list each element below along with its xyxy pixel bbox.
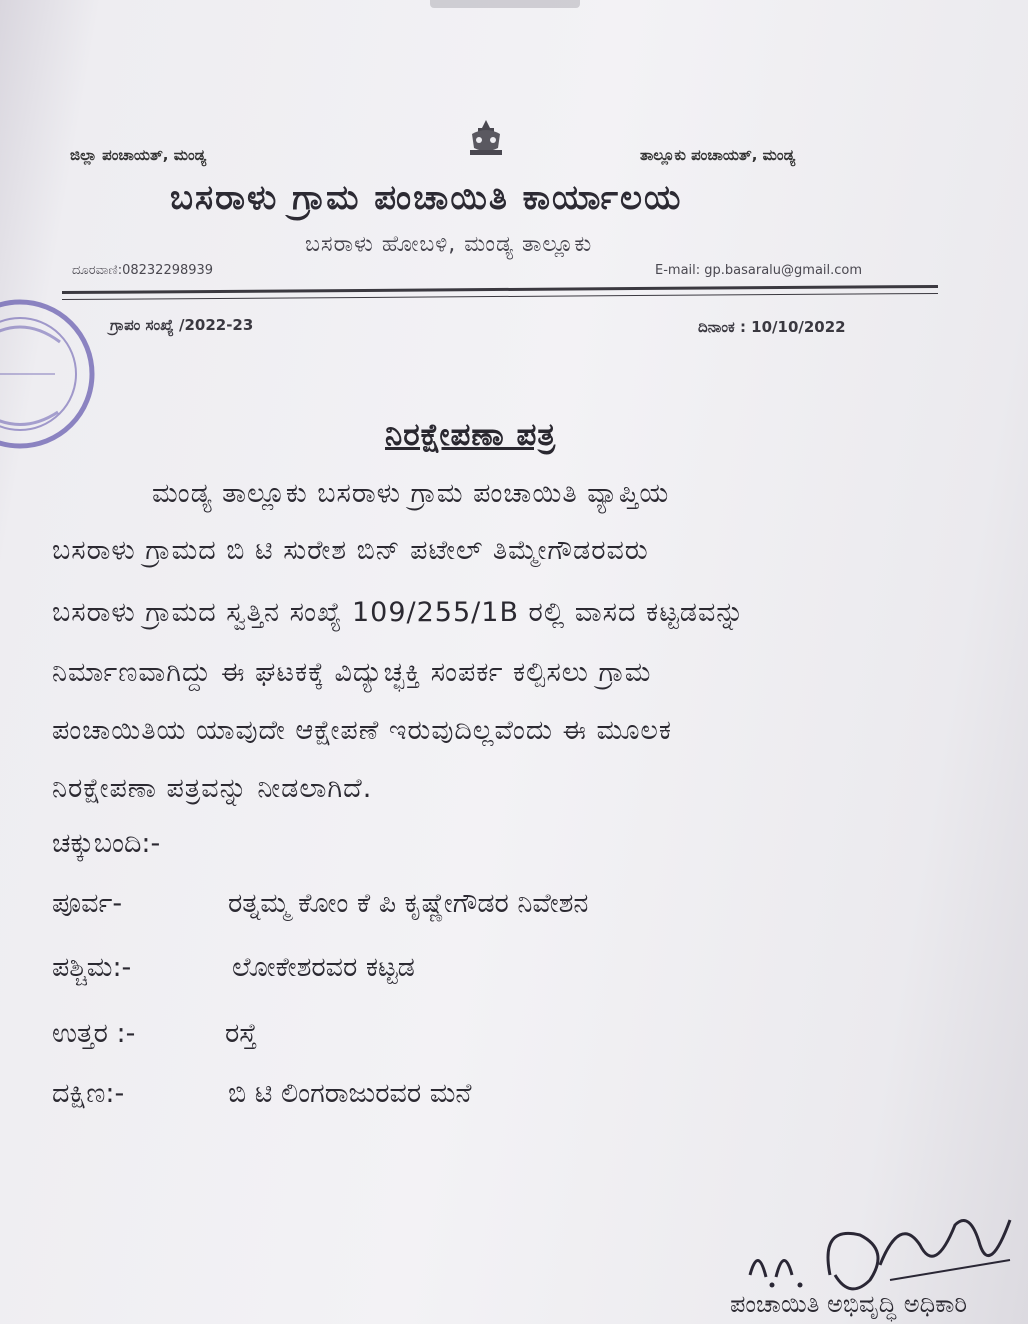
district-panchayat-label: ಜಿಲ್ಲಾ ಪಂಚಾಯತ್, ಮಂಡ್ಯ (70, 146, 207, 164)
boundary-value-east: ರತ್ನಮ್ಮ ಕೋಂ ಕೆ ಪಿ ಕೃಷ್ಣೇಗೌಡರ ನಿವೇಶನ (228, 888, 589, 919)
taluk-panchayat-label: ತಾಲ್ಲೂಕು ಪಂಚಾಯತ್, ಮಂಡ್ಯ (640, 146, 796, 164)
boundary-label-west: ಪಶ್ಚಿಮ:- (52, 952, 132, 983)
boundary-label-east: ಪೂರ್ವ- (52, 888, 123, 919)
body-line: ಪಂಚಾಯಿತಿಯ ಯಾವುದೇ ಆಕ್ಷೇಪಣೆ ಇರುವುದಿಲ್ಲವೆಂದು ಈ ಮೂಲಕ (52, 715, 673, 746)
boundary-value-north: ರಸ್ತೆ (225, 1018, 257, 1049)
boundary-label-north: ಉತ್ತರ :- (52, 1018, 136, 1049)
certificate-edge (430, 0, 580, 8)
office-stamp (0, 282, 100, 472)
body-line: ಮಂಡ್ಯ ತಾಲ್ಲೂಕು ಬಸರಾಳು ಗ್ರಾಮ ಪಂಚಾಯಿತಿ ವ್ಯಾಪ್ತಿಯ (152, 478, 670, 509)
state-emblem-icon (462, 118, 510, 160)
officer-designation: ಪಂಚಾಯಿತಿ ಅಭಿವೃದ್ಧಿ ಅಧಿಕಾರಿ (730, 1290, 968, 1318)
body-line: ಬಸರಾಳು ಗ್ರಾಮದ ಸ್ವತ್ತಿನ ಸಂಖ್ಯೆ 109/255/1B ರಲ್ಲಿ ವಾಸದ ಕಟ್ಟಡವನ್ನು (52, 597, 745, 628)
document-date: ದಿನಾಂಕ : 10/10/2022 (698, 318, 846, 336)
body-line: ನಿರ್ಮಾಣವಾಗಿದ್ದು ಈ ಘಟಕಕ್ಕೆ ವಿದ್ಯುಚ್ಛಕ್ತಿ ಸಂಪರ್ಕ ಕಲ್ಪಿಸಲು ಗ್ರಾಮ (52, 657, 652, 688)
reference-number: ಗ್ರಾಪಂ ಸಂಖ್ಯೆ /2022-23 (110, 316, 254, 334)
boundary-value-west: ಲೋಕೇಶರವರ ಕಟ್ಟಡ (232, 952, 415, 983)
document-title: ನಿರಕ್ಷೇಪಣಾ ಪತ್ರ (385, 417, 557, 453)
body-line: ನಿರಕ್ಷೇಪಣಾ ಪತ್ರವನ್ನು ನೀಡಲಾಗಿದೆ. (52, 773, 373, 804)
body-line: ಬಸರಾಳು ಗ್ರಾಮದ ಬಿ ಟಿ ಸುರೇಶ ಬಿನ್ ಪಟೇಲ್ ತಿಮ್ಮೇಗೌಡರವರು (52, 535, 649, 566)
boundaries-heading: ಚಕ್ಕುಬಂದಿ:- (52, 828, 161, 859)
boundary-label-south: ದಕ್ಷಿಣ:- (52, 1078, 125, 1109)
office-subtitle: ಬಸರಾಳು ಹೋಬಳಿ, ಮಂಡ್ಯ ತಾಲ್ಲೂಕು (305, 232, 593, 257)
office-title: ಬಸರಾಳು ಗ್ರಾಮ ಪಂಚಾಯಿತಿ ಕಾರ್ಯಾಲಯ (170, 178, 683, 218)
phone-number: ದೂರವಾಣಿ:08232298939 (72, 263, 214, 278)
email-address: E-mail: gp.basaralu@gmail.com (655, 263, 863, 278)
boundary-value-south: ಬಿ ಟಿ ಲಿಂಗರಾಜುರವರ ಮನೆ (228, 1078, 472, 1109)
header-rule-thin (62, 293, 938, 300)
header-rule-thick (62, 285, 938, 294)
